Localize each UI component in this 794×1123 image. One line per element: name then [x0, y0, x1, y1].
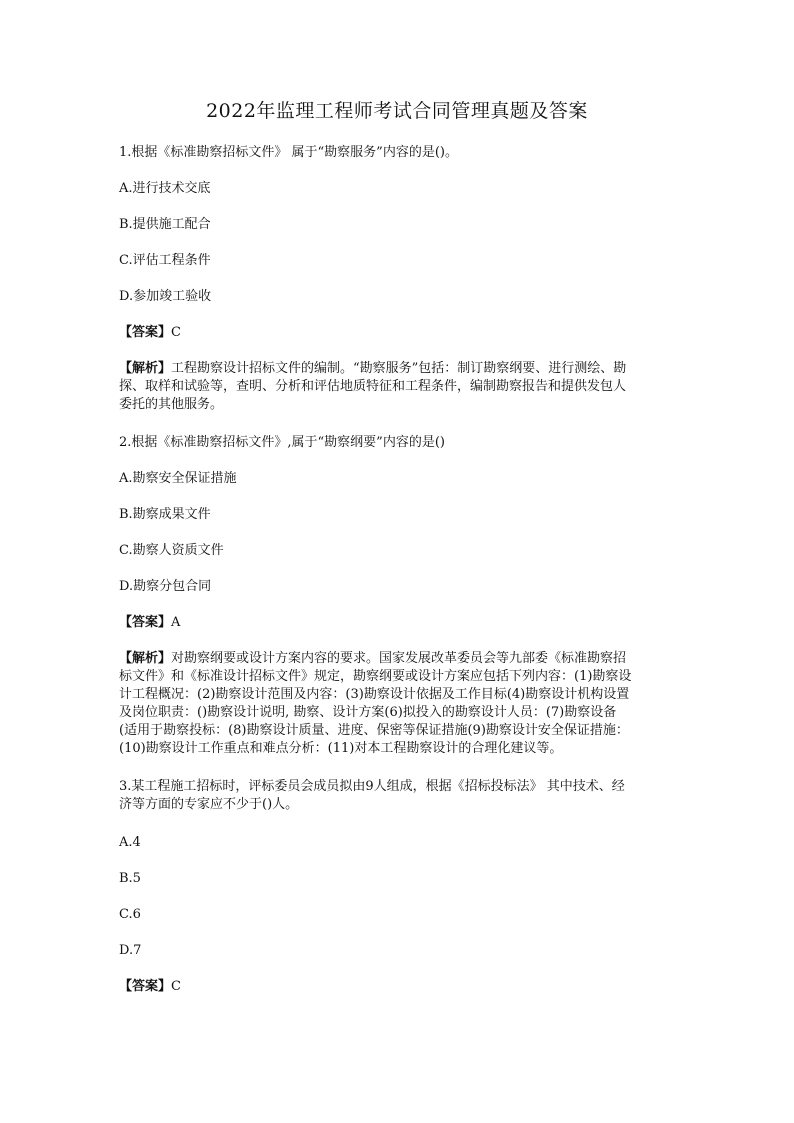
q3-option-a: A.4	[119, 835, 141, 850]
q1-analysis-line-3: 委托的其他服务。	[119, 397, 224, 412]
q1-analysis-line-1: 工程勘察设计招标文件的编制。“勘察服务”包括：制订勘察纲要、进行测绘、勘	[171, 361, 627, 376]
q2-analysis-line-4: 及岗位职责：()勘察设计说明, 勘察、设计方案(6)拟投入的勘察设计人员：(7)勘察设备	[119, 705, 617, 720]
q1-answer-value: C	[171, 325, 181, 340]
q2-option-c: C.勘察人资质文件	[119, 543, 224, 558]
q3-option-b: B.5	[119, 871, 141, 886]
q1-option-d: D.参加竣工验收	[119, 289, 212, 304]
question-2: 2.根据《标准勘察招标文件》,属于“勘察纲要”内容的是()	[119, 435, 445, 450]
q2-answer-value: A	[171, 615, 181, 630]
q1-answer	[119, 324, 679, 342]
q2-analysis-label: 【解析】	[119, 651, 172, 666]
q2-analysis-line-2: 标文件》和《标准设计招标文件》规定，勘察纲要或设计方案应包括下列内容：(1)勘察设	[119, 669, 632, 684]
q2-analysis-line-6: (10)勘察设计工作重点和难点分析：(11)对本工程勘察设计的合理化建议等。	[119, 741, 563, 756]
q2-answer-label: 【答案】	[119, 615, 172, 630]
q3-answer	[119, 978, 679, 996]
q3-answer-value: C	[171, 979, 181, 994]
q2-analysis	[119, 650, 679, 758]
q1-option-a: A.进行技术交底	[119, 181, 211, 196]
q3-line-1: 3.某工程施工招标时，评标委员会成员拟由9人组成，根据《招标投标法》 其中技术、经	[119, 779, 625, 794]
q3-answer-label: 【答案】	[119, 979, 172, 994]
q3-line-2: 济等方面的专家应不少于()人。	[119, 797, 299, 812]
q2-option-a: A.勘察安全保证措施	[119, 471, 237, 486]
q1-analysis-line-2: 探、取样和试验等，查明、分析和评估地质特征和工程条件，编制勘察报告和提供发包人	[119, 379, 627, 394]
q1-analysis-label: 【解析】	[119, 361, 172, 376]
q2-analysis-line-3: 计工程概况：(2)勘察设计范围及内容：(3)勘察设计依据及工作目标(4)勘察设计机构设置	[119, 687, 630, 702]
q1-answer-label: 【答案】	[119, 325, 172, 340]
page-title: 2022年监理工程师考试合同管理真题及答案	[206, 100, 588, 122]
q3-option-d: D.7	[119, 943, 142, 958]
question-3	[119, 778, 679, 814]
question-1: 1.根据《标准勘察招标文件》 属于“勘察服务”内容的是()。	[119, 145, 458, 160]
q1-option-c: C.评估工程条件	[119, 253, 211, 268]
q2-analysis-line-1: 对勘察纲要或设计方案内容的要求。国家发展改革委员会等九部委《标准勘察招	[171, 651, 627, 666]
q2-option-b: B.勘察成果文件	[119, 507, 211, 522]
q2-analysis-line-5: (适用于勘察投标：(8)勘察设计质量、进度、保密等保证措施(9)勘察设计安全保证措施：	[119, 723, 629, 738]
q2-option-d: D.勘察分包合同	[119, 579, 212, 594]
q2-answer	[119, 614, 679, 632]
q1-option-b: B.提供施工配合	[119, 217, 211, 232]
q1-analysis	[119, 360, 679, 414]
q3-option-c: C.6	[119, 907, 141, 922]
